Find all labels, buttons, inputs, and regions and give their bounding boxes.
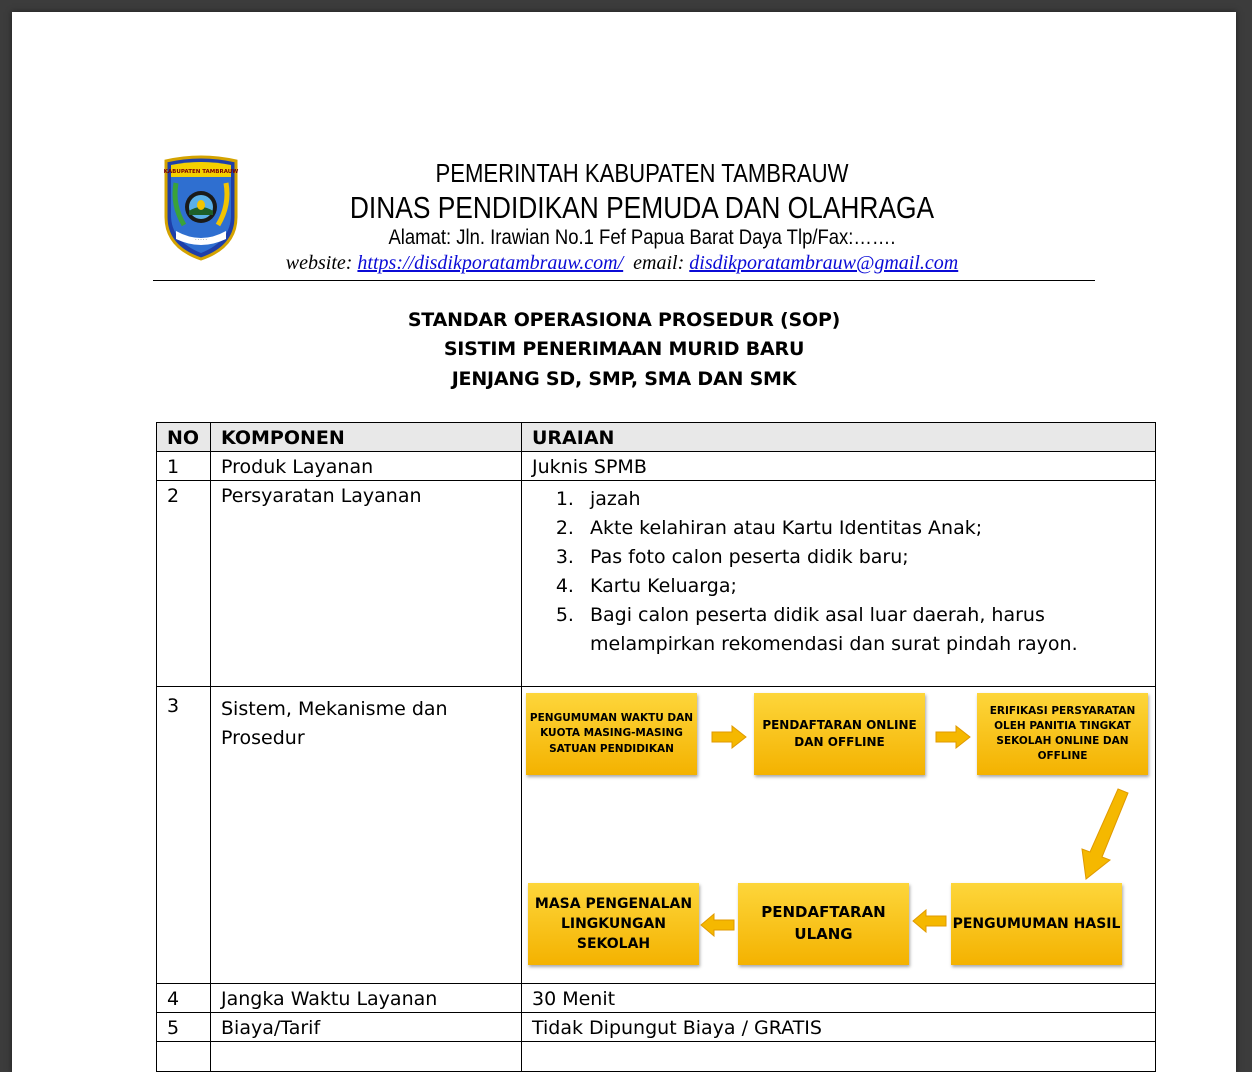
row-no: 2 — [157, 481, 211, 687]
table-row — [157, 687, 1156, 984]
document-page — [12, 12, 1236, 1072]
flow-step-result-announcement: PENGUMUMAN HASIL — [951, 883, 1122, 965]
arrow-right-icon — [934, 725, 972, 749]
header-no: NO — [157, 423, 211, 452]
arrow-right-icon — [710, 725, 748, 749]
row-no: 1 — [157, 452, 211, 481]
document-subtitle-level: JENJANG SD, SMP, SMA DAN SMK — [451, 368, 797, 390]
svg-text:KABUPATEN TAMBRAUW: KABUPATEN TAMBRAUW — [163, 169, 239, 175]
list-item: 5. Bagi calon peserta didik asal luar daerah, harus melampirkan rekomendasi dan surat pindah rayon. — [580, 601, 1145, 659]
sop-table — [156, 422, 1156, 1072]
row-no: 4 — [157, 984, 211, 1013]
arrow-left-icon — [912, 909, 948, 933]
list-item: 3. Pas foto calon peserta didik baru; — [580, 543, 1145, 572]
row-uraian: Juknis SPMB — [522, 452, 1156, 481]
row-uraian: Tidak Dipungut Biaya / GRATIS — [522, 1013, 1156, 1042]
row-uraian — [522, 481, 1156, 687]
government-name: PEMERINTAH KABUPATEN TAMBRAUW — [435, 158, 849, 188]
row-komponen: Sistem, Mekanisme dan Prosedur — [211, 687, 522, 984]
arrow-down-left-icon — [1072, 787, 1132, 881]
row-uraian: 30 Menit — [522, 984, 1156, 1013]
list-item: 4. Kartu Keluarga; — [580, 572, 1145, 601]
document-title: STANDAR OPERASIONA PROSEDUR (SOP) — [407, 309, 841, 331]
row-uraian-flowchart — [522, 687, 1156, 984]
list-item: 2. Akte kelahiran atau Kartu Identitas Anak; — [580, 514, 1145, 543]
header-uraian: URAIAN — [522, 423, 1156, 452]
flow-step-re-registration: PENDAFTARAN ULANG — [738, 883, 909, 965]
row-komponen: Biaya/Tarif — [211, 1013, 522, 1042]
email-label: email: — [633, 252, 685, 274]
row-komponen: Persyaratan Layanan — [211, 481, 522, 687]
flow-step-verification: ERIFIKASI PERSYARATAN OLEH PANITIA TINGKAT SEKOLAH ONLINE DAN OFFLINE — [977, 693, 1148, 775]
contact-line — [152, 252, 1092, 275]
agency-name: DINAS PENDIDIKAN PEMUDA DAN OLAHRAGA — [349, 190, 935, 225]
header-komponen: KOMPONEN — [211, 423, 522, 452]
row-komponen: Produk Layanan — [211, 452, 522, 481]
flow-step-registration: PENDAFTARAN ONLINE DAN OFFLINE — [754, 693, 925, 775]
document-subtitle: SISTIM PENERIMAAN MURID BARU — [443, 338, 805, 360]
table-header-row — [157, 423, 1156, 452]
table-row — [157, 452, 1156, 481]
flow-step-orientation: MASA PENGENALAN LINGKUNGAN SEKOLAH — [528, 883, 699, 965]
procedure-flowchart — [522, 687, 1156, 980]
row-komponen: Jangka Waktu Layanan — [211, 984, 522, 1013]
arrow-left-icon — [700, 913, 736, 937]
letterhead-divider — [153, 280, 1095, 281]
agency-address: Alamat: Jln. Irawian No.1 Fef Papua Barat Daya Tlp/Fax:……. — [388, 226, 896, 249]
flow-step-announcement: PENGUMUMAN WAKTU DAN KUOTA MASING-MASING SATUAN PENDIDIKAN — [526, 693, 697, 775]
svg-text:· · · · ·: · · · · · — [195, 237, 207, 242]
table-row — [157, 1013, 1156, 1042]
website-link[interactable]: https://disdikporatambrauw.com/ — [357, 252, 624, 274]
table-row — [157, 984, 1156, 1013]
row-no: 5 — [157, 1013, 211, 1042]
email-link[interactable]: disdikporatambrauw@gmail.com — [689, 252, 959, 274]
list-item: 1. jazah — [580, 485, 1145, 514]
website-label: website: — [285, 252, 353, 274]
row-no: 3 — [157, 687, 211, 984]
requirements-list — [532, 485, 1145, 659]
table-row — [157, 1042, 1156, 1072]
regency-emblem-logo — [162, 155, 240, 261]
table-row — [157, 481, 1156, 687]
